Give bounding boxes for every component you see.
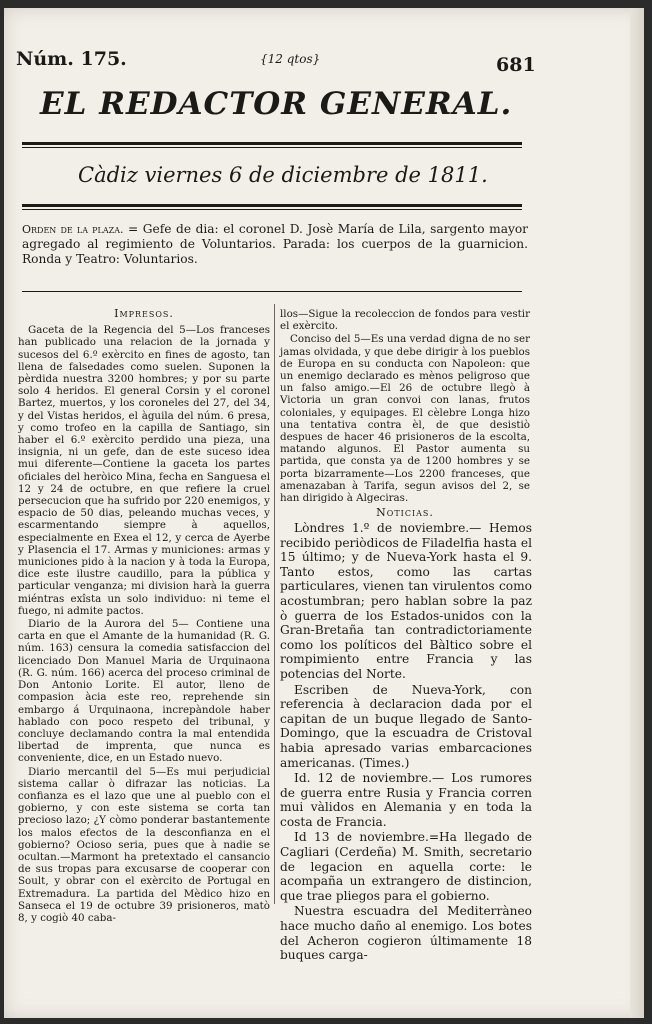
right-column-noticias (280, 521, 532, 964)
newspaper-page (4, 8, 644, 1018)
section-rule (22, 291, 522, 292)
orden-text: = Gefe de dia: el coronel D. Josè María de Lila, sargento mayor agregado al regimiento de Voluntarios. Parada: los cuerpos de la guarnicion. Ronda y Teatro: Voluntarios. (22, 222, 529, 266)
orden-lead: Orden de la plaza. (22, 223, 124, 236)
paragraph-gaceta: Gaceta de la Regencia del 5—Los franceses han publicado una relacion de la jornada y sucesos del 6.º exèrcito en fines de agosto, tan llena de falsedades como suelen. Suponen la pèrdida nuestra 3200 hombres; y por su parte solo 4 heridos. El general Corsin y el coronel Bartez, muertos, y los coroneles del 27, del 34, y del Vistas heridos, el àguila del núm. 6 presa, y como trofeo en la capilla de Santiago, sin haber el 6.º exèrcito perdido una pieza, una insignia, ni un gefe, dan de este suceso idea mui diferente—Contiene la gaceta los partes oficiales del heròico Mina, fecha en Sanguesa el 12 y 24 de octubre, en que refiere la cruel persecucion que ha sufrido por 220 enemigos, y espacio de 50 dias, peleando muchas veces, y escarmentando siempre à aquellos, especialmente en Exea el 12, y cerca de Ayerbe y Plasencia el 17. Armas y municiones: armas y municiones pido à la nacion y à toda la Europa, dice este ilustre caudillo, para la pública y particular venganza; mi division harà la guerra miéntras exîsta un solo individuo: ni teme el fuego, ni admite pactos. (18, 324, 270, 617)
paragraph-conciso: Conciso del 5—Es una verdad digna de no ser jamas olvidada, y que debe dirigir à los pueblos de Europa en su conducta con Napoleon: que un enemigo declarado es mènos peligroso que un falso amigo.—El 26 de octubre llegò à Victoria un gran convoi con lanas, frutos coloniales, y equipages. El cèlebre Longa hizo una tentativa contra èl, de que desistiò despues de hacer 46 prisioneros de la escolta, matando algunos. El Pastor aumenta su partida, que consta ya de 1200 hombres y se porta bizarramente—Los 2200 franceses, que amenazaban à Tarifa, segun avisos del 2, se han dirigido à Algeciras. (280, 333, 530, 505)
paragraph-id-12: Id. 12 de noviembre.— Los rumores de guerra entre Rusia y Francia corren mui vàlidos en Alemania y en toda la costa de Francia. (280, 771, 532, 829)
quarto-note: {12 qtos} (260, 52, 321, 66)
paragraph-id-13: Id 13 de noviembre.=Ha llegado de Cagliari (Cerdeña) M. Smith, secretario de legacion en aquella corte: le acompaña un extrangero de distincion, que trae pliegos para el gobierno. (280, 830, 532, 903)
paragraph-mercantil: Diario mercantil del 5—Es mui perjudicial sistema callar ò difrazar las noticias. La confianza es el lazo que une al pueblo con el gobierno, y con este sistema se corta tan precioso lazo; ¿Y còmo ponderar bastantemente los malos efectos de la desconfianza en el gobierno? Ocioso seria, pues que à nadie se ocultan.—Marmont ha pretextado el cansancio de sus tropas para excusarse de cooperar con Soult, y obrar con el exèrcito de Portugal en Extremadura. La partida del Mèdico hizo en Sanseca el 19 de octubre 39 prisioneros, matò 8, y cogiò 40 caba- (18, 765, 270, 924)
paragraph-nueva-york: Escriben de Nueva-York, con referencia à declaracion dada por el capitan de un buque llegado de Santo-Domingo, que la escuadra de Cristoval habia apresado varias embarcaciones americanas. (Times.) (280, 682, 532, 770)
page-number: 681 (496, 54, 536, 76)
noticias-heading: Noticias. (376, 506, 434, 520)
issue-number: Núm. 175. (16, 48, 127, 70)
paragraph-aurora: Diario de la Aurora del 5— Contiene una carta en que el Amante de la humanidad (R. G. núm. 163) censura la comedia satisfaccion del licenciado Don Manuel Maria de Urquinaona (R. G. núm. 166) acerca del proceso criminal de Don Antonio Lorite. El autor, lleno de compasion àcia este reo, reprehende sin embargo á Urquinaona, increpàndole haber hablado con poco respeto del tribunal, y concluye declamando contra la mal entendida libertad de imprenta, que nunca es conveniente, dice, en un Estado nuevo. (18, 618, 270, 765)
masthead-rule (22, 142, 522, 148)
issue-date: Càdiz viernes 6 de diciembre de 1811. (78, 163, 488, 187)
orden-de-la-plaza (22, 222, 528, 267)
paragraph-londres: Lòndres 1.º de noviembre.— Hemos recibido periòdicos de Filadelfia hasta el 15 último; y de Nueva-York hasta el 9. Tanto estos, como las cartas particulares, vienen tan virulentos como acostumbran; pero hablan sobre la paz ò guerra de los Estados-unidos con la Gran-Bretaña tan contradictoriamente como los políticos del Bàltico sobre el rompimiento entre Francia y las potencias del Norte. (280, 521, 532, 681)
date-rule (22, 204, 522, 210)
paragraph-escuadra: Nuestra escuadra del Mediterràneo hace mucho daño al enemigo. Los botes del Acheron cogieron últimamente 18 buques carga- (280, 904, 532, 963)
column-divider (274, 304, 275, 904)
page-edge (630, 8, 644, 1018)
paragraph-continuation: llos—Sigue la recoleccion de fondos para vestir el exèrcito. (280, 308, 530, 333)
masthead-title: EL REDACTOR GENERAL. (40, 86, 513, 122)
right-column-top (280, 308, 530, 523)
left-column (18, 308, 270, 925)
impresos-heading: Impresos. (114, 307, 174, 320)
